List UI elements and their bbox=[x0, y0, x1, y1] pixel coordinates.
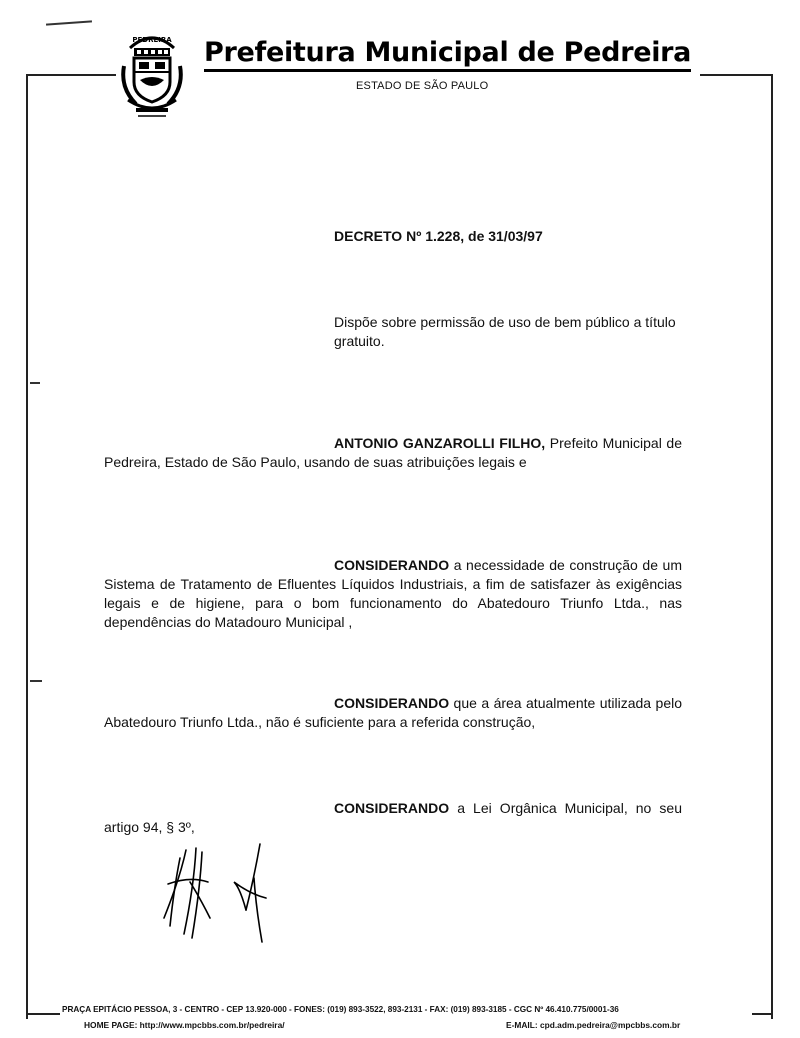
paragraph-considerando-2 bbox=[104, 694, 682, 732]
coat-of-arms-logo bbox=[118, 26, 186, 120]
paragraph-considerando-3 bbox=[104, 799, 682, 837]
frame-top-left-line bbox=[26, 74, 116, 76]
frame-top-right-line bbox=[700, 74, 773, 76]
decree-summary: Dispõe sobre permissão de uso de bem público a título gratuito. bbox=[334, 314, 676, 349]
organization-state: ESTADO DE SÃO PAULO bbox=[356, 80, 489, 92]
handwritten-signature bbox=[150, 838, 290, 948]
footer-homepage: HOME PAGE: http://www.mpcbbs.com.br/pedreira/ bbox=[84, 1020, 285, 1030]
frame-right-line bbox=[771, 76, 773, 1019]
scan-mark-left-2 bbox=[30, 680, 42, 682]
footer-email: E-MAIL: cpd.adm.pedreira@mpcbbs.com.br bbox=[506, 1020, 681, 1030]
considerando-text-2: que a área atualmente utilizada pelo Abatedouro Triunfo Ltda., não é suficiente para a referida construção, bbox=[104, 695, 682, 730]
considerando-text-1: a necessidade de construção de um Sistema de Tratamento de Efluentes Líquidos Industriais, a fim de satisfazer às exigências legais e de higiene, para o bom funcionamento do Abatedouro Triunfo Ltda., nas dependências do Matadouro Municipal , bbox=[104, 557, 682, 630]
decree-title: DECRETO Nº 1.228, de 31/03/97 bbox=[334, 228, 543, 244]
scan-mark-left-1 bbox=[30, 382, 40, 384]
svg-text:PEDREIRA: PEDREIRA bbox=[132, 36, 172, 44]
frame-bottom-left-line bbox=[26, 1013, 60, 1015]
frame-bottom-right-line bbox=[752, 1013, 773, 1015]
paragraph-mayor-text: Prefeito Municipal de Pedreira, Estado de São Paulo, usando de suas atribuições legais e bbox=[104, 435, 682, 470]
frame-left-line bbox=[26, 74, 28, 1019]
footer-address: PRAÇA EPITÁCIO PESSOA, 3 - CENTRO - CEP 13.920-000 - FONES: (019) 893-3522, 893-2131 - FAX: (019) 893-3185 - CGC Nº 46.410.775/0001-36 bbox=[62, 1005, 619, 1014]
paragraph-considerando-1 bbox=[104, 556, 682, 632]
paragraph-mayor bbox=[104, 434, 682, 472]
scan-mark-top bbox=[46, 20, 92, 25]
considerando-label-1: CONSIDERANDO bbox=[334, 557, 450, 573]
mayor-name: ANTONIO GANZAROLLI FILHO, bbox=[334, 435, 546, 451]
considerando-label-2: CONSIDERANDO bbox=[334, 695, 450, 711]
considerando-label-3: CONSIDERANDO bbox=[334, 800, 450, 816]
considerando-text-3: a Lei Orgânica Municipal, no seu artigo 94, § 3º, bbox=[104, 800, 682, 835]
organization-name: Prefeitura Municipal de Pedreira bbox=[204, 38, 691, 72]
